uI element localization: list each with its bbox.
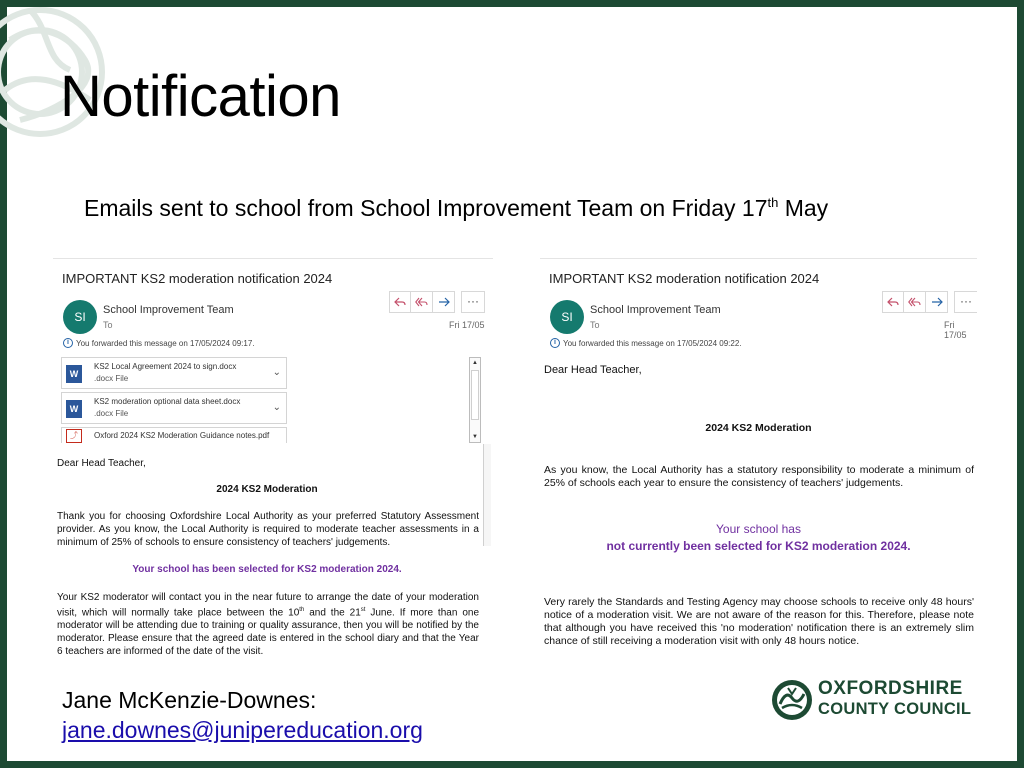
attachment-type: .docx File — [94, 374, 129, 383]
info-icon: i — [550, 338, 560, 348]
contact-email-link[interactable]: jane.downes@junipereducation.org — [62, 717, 423, 743]
attachment-name: KS2 moderation optional data sheet.docx — [94, 397, 241, 406]
reply-all-button[interactable] — [904, 291, 926, 313]
reply-all-button[interactable] — [411, 291, 433, 313]
attachment-name: Oxford 2024 KS2 Moderation Guidance notes.pdf — [94, 431, 270, 440]
forwarded-notice — [550, 338, 742, 348]
chevron-down-icon[interactable]: ⌄ — [272, 367, 281, 378]
reply-icon — [887, 297, 899, 307]
reply-all-icon — [908, 297, 921, 307]
superscript: st — [360, 607, 366, 613]
council-crest-icon — [770, 678, 814, 722]
more-options-button[interactable]: ··· — [954, 291, 977, 313]
recipient-label: To — [590, 320, 600, 330]
attachment[interactable] — [61, 357, 287, 389]
attachment[interactable] — [61, 392, 287, 424]
email-paragraph: As you know, the Local Authority has a statutory responsibility to moderate a minimum of 25% of schools each year to ensure the consistency of teachers' judgements. — [544, 464, 974, 489]
forwarded-text: You forwarded this message on 17/05/2024 09:22. — [563, 338, 742, 348]
info-icon: i — [63, 338, 73, 348]
attachment-name: KS2 Local Agreement 2024 to sign.docx — [94, 362, 237, 371]
paragraph-part: and the 21 — [304, 607, 361, 619]
subtitle-end: May — [778, 195, 829, 221]
pdf-icon: ⤴ — [66, 429, 82, 443]
recipient-label: To — [103, 320, 113, 330]
email-greeting: Dear Head Teacher, — [57, 458, 146, 469]
word-document-icon: W — [66, 365, 82, 383]
attachments-scrollbar[interactable] — [469, 357, 481, 443]
subtitle-main: Emails sent to school from School Improvement Team on Friday 17 — [84, 195, 768, 221]
divider — [540, 258, 977, 259]
reply-all-icon — [415, 297, 428, 307]
subtitle-superscript: th — [767, 195, 779, 210]
email-heading: 2024 KS2 Moderation — [216, 484, 318, 495]
logo-text — [818, 679, 971, 719]
reply-icon — [394, 297, 406, 307]
forward-icon — [438, 297, 450, 307]
email-date: Fri 17/05 — [449, 320, 485, 330]
oxfordshire-logo — [770, 676, 975, 724]
paragraph-part: Your KS2 moderator will contact you in the near future to arrange the date of your moderation visit, which will normally take place between the 10 — [57, 592, 479, 619]
email-date: Fri 17/05 — [944, 320, 967, 340]
forward-button[interactable] — [926, 291, 948, 313]
email-paragraph: Thank you for choosing Oxfordshire Local Authority as your preferred Statutory Assessment provider. As you know, the Local Authority is required to moderate teacher assessments in a minimum of 25% of schools to ensure consistency of teachers' judgements. — [57, 511, 479, 548]
body-scrollbar[interactable] — [483, 444, 491, 546]
divider — [53, 258, 493, 259]
paragraph-part: June. If more than one moderator will be attending due to training or quality assurance, then you will be notified by the moderator. Please ensure that the agreed date is entered in the school diary and that the Year 6 teachers are informed of the date of the visit. — [57, 607, 480, 658]
avatar: SI — [550, 300, 584, 334]
contact-name: Jane McKenzie-Downes: — [62, 687, 317, 713]
email-subject: IMPORTANT KS2 moderation notification 2024 — [62, 271, 333, 286]
word-document-icon: W — [66, 400, 82, 418]
logo-line1: OXFORDSHIRE — [818, 678, 963, 699]
email-heading: 2024 KS2 Moderation — [705, 422, 812, 434]
selection-status-line1: Your school has — [716, 522, 801, 536]
sender-name: School Improvement Team — [590, 304, 721, 316]
avatar: SI — [63, 300, 97, 334]
selection-status: Your school has been selected for KS2 moderation 2024. — [132, 564, 402, 575]
email-paragraph — [57, 591, 479, 658]
email-greeting: Dear Head Teacher, — [544, 364, 642, 376]
email-actions — [882, 291, 977, 313]
sender-name: School Improvement Team — [103, 304, 234, 316]
attachment[interactable] — [61, 427, 287, 443]
scroll-down-icon[interactable]: ▼ — [472, 434, 478, 440]
reply-button[interactable] — [882, 291, 904, 313]
email-paragraph: Very rarely the Standards and Testing Agency may choose schools to receive only 48 hours' notice of a moderation visit. We are not aware of the reason for this. Therefore, please note that although you have received this 'no moderation' notification there is an extremely slim chance of still receiving a moderation visit with only 48 hours notice. — [544, 596, 974, 647]
email-actions — [389, 291, 485, 313]
scroll-up-icon[interactable]: ▲ — [472, 360, 478, 366]
chevron-down-icon[interactable]: ⌄ — [272, 402, 281, 413]
selection-status-line2: not currently been selected for KS2 moderation 2024. — [606, 539, 911, 553]
forwarded-text: You forwarded this message on 17/05/2024 09:17. — [76, 338, 255, 348]
forward-button[interactable] — [433, 291, 455, 313]
email-screenshot-selected — [53, 258, 493, 666]
forward-icon — [931, 297, 943, 307]
more-options-button[interactable]: ··· — [461, 291, 485, 313]
email-subject: IMPORTANT KS2 moderation notification 2024 — [549, 271, 820, 286]
attachment-type: .docx File — [94, 409, 129, 418]
subtitle — [84, 194, 828, 222]
email-screenshot-not-selected — [540, 258, 977, 658]
logo-line2: COUNTY COUNCIL — [818, 700, 972, 718]
superscript: th — [299, 607, 305, 613]
reply-button[interactable] — [389, 291, 411, 313]
forwarded-notice — [63, 338, 255, 348]
scrollbar-thumb[interactable] — [471, 370, 479, 420]
page-title: Notification — [60, 64, 341, 129]
